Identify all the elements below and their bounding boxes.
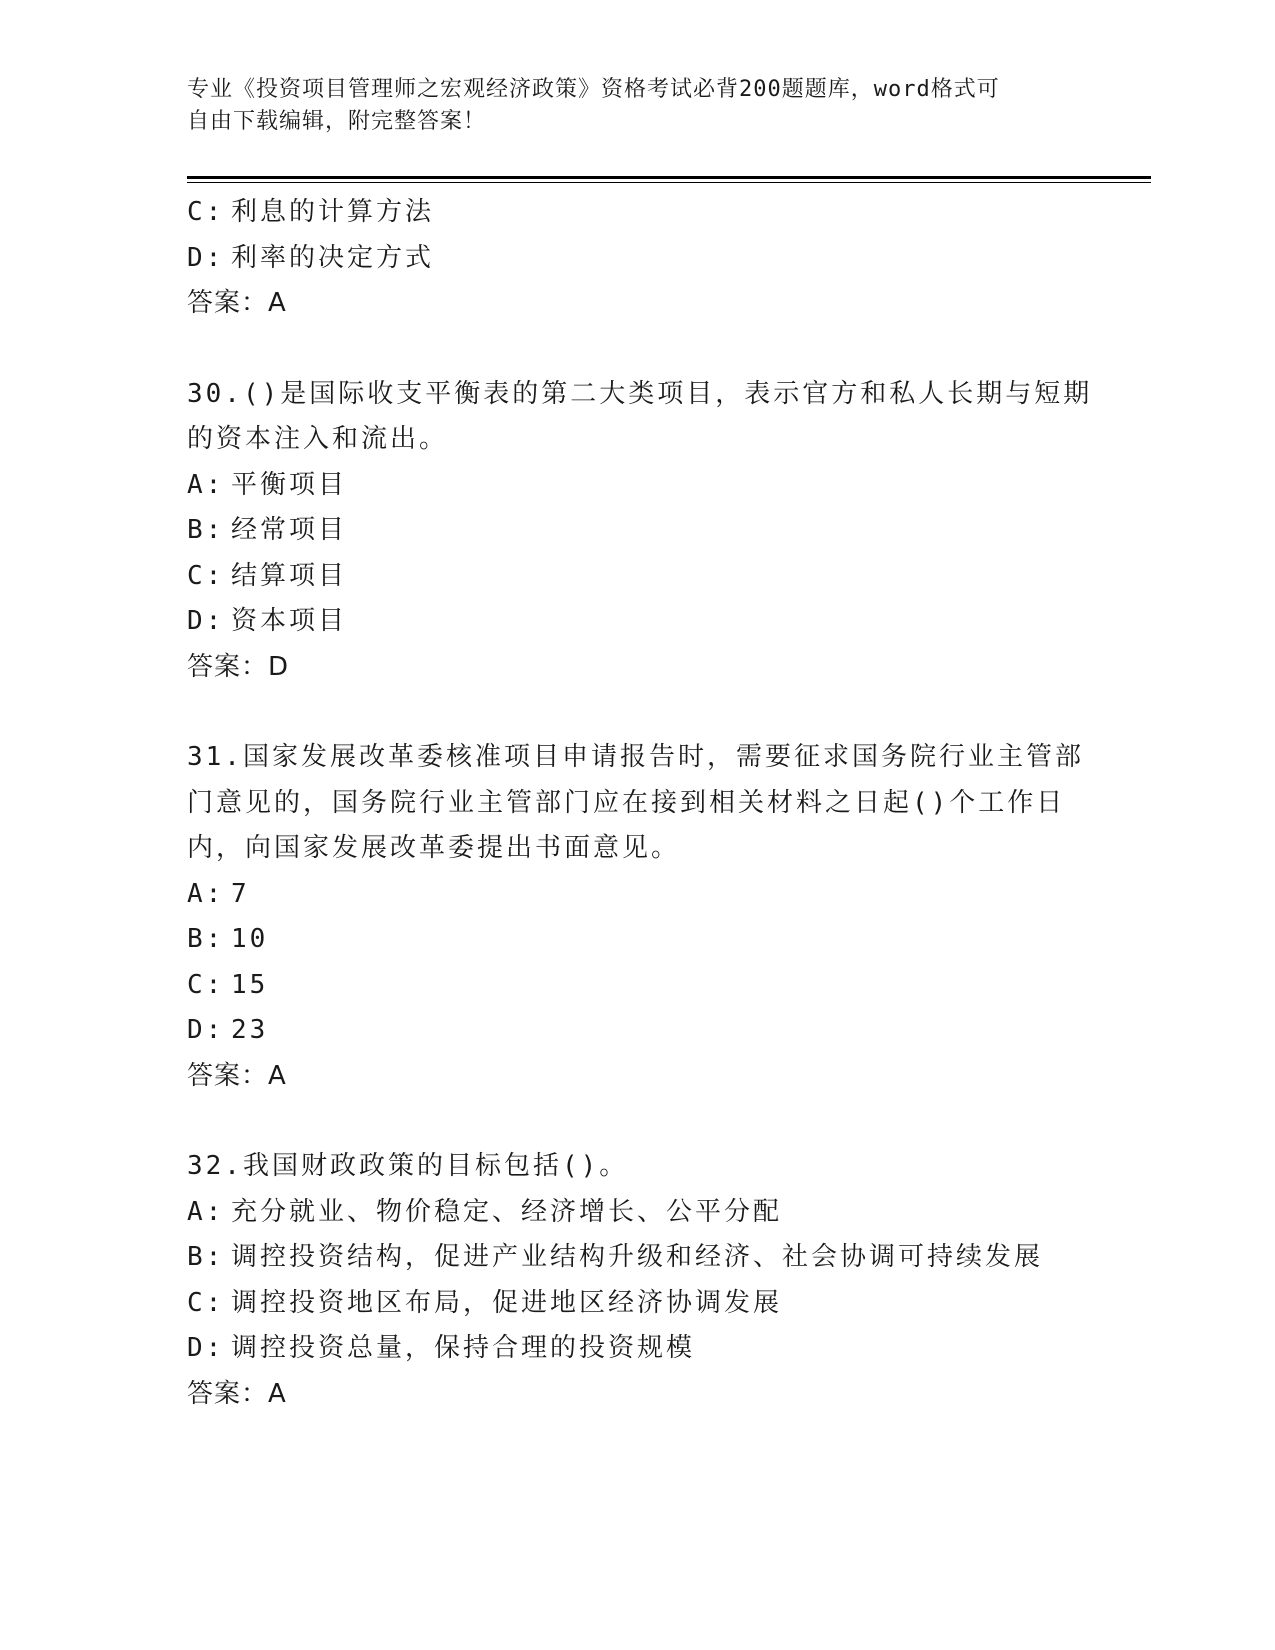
question-stem-line: 门意见的，国务院行业主管部门应在接到相关材料之日起()个工作日 <box>187 787 1066 818</box>
option-letter: C: <box>187 560 225 591</box>
option-text: 15 <box>231 969 269 1000</box>
partial-question <box>187 190 1087 327</box>
option-text: 充分就业、物价稳定、经济增长、公平分配 <box>231 1196 783 1227</box>
option-letter: A: <box>187 878 225 909</box>
document-header <box>187 74 1067 138</box>
option-text: 资本项目 <box>231 606 348 636</box>
question-stem-line: 31.国家发展改革委核准项目申请报告时，需要征求国务院行业主管部 <box>187 742 1084 772</box>
option-letter: C: <box>187 197 225 227</box>
spacer <box>187 690 1087 735</box>
option-line <box>187 1326 1087 1372</box>
option-letter: D: <box>187 242 225 273</box>
option-text: 平衡项目 <box>231 469 348 500</box>
option-letter: B: <box>187 1242 225 1272</box>
option-line <box>187 554 1087 600</box>
header-line-2: 自由下载编辑，附完整答案！ <box>187 109 487 134</box>
option-letter: D: <box>187 1333 225 1363</box>
option-line <box>187 872 1087 918</box>
spacer <box>187 1099 1087 1144</box>
option-line <box>187 190 1087 236</box>
option-text: 7 <box>231 878 250 909</box>
option-text: 调控投资总量，保持合理的投资规模 <box>231 1333 696 1363</box>
option-line <box>187 599 1087 645</box>
option-line <box>187 463 1087 509</box>
option-text: 调控投资结构，促进产业结构升级和经济、社会协调可持续发展 <box>231 1242 1044 1272</box>
option-text: 10 <box>231 924 269 954</box>
question-32 <box>187 1144 1087 1417</box>
question-list <box>187 190 1093 1417</box>
option-text: 调控投资地区布局，促进地区经济协调发展 <box>231 1287 783 1318</box>
option-letter: D: <box>187 1015 225 1045</box>
option-text: 结算项目 <box>231 560 348 591</box>
question-stem-line: 32.我国财政政策的目标包括()。 <box>187 1151 629 1181</box>
option-line <box>187 508 1087 554</box>
question-30 <box>187 372 1093 691</box>
option-line <box>187 1008 1087 1054</box>
header-rule-thick <box>187 176 1151 179</box>
answer-line: 答案：A <box>187 288 287 318</box>
option-text: 利息的计算方法 <box>231 197 435 227</box>
option-text: 利率的决定方式 <box>231 242 435 273</box>
question-stem-line: 30.()是国际收支平衡表的第二大类项目，表示官方和私人长期与短期 <box>187 378 1093 409</box>
header-rule-thin <box>187 182 1151 183</box>
option-line <box>187 1235 1087 1281</box>
spacer <box>187 327 1087 372</box>
header-line-1: 专业《投资项目管理师之宏观经济政策》资格考试必背200题题库，word格式可 <box>187 77 1000 102</box>
option-letter: C: <box>187 969 225 1000</box>
option-line <box>187 1190 1087 1236</box>
option-letter: C: <box>187 1287 225 1318</box>
option-letter: D: <box>187 606 225 636</box>
option-line <box>187 963 1087 1009</box>
question-stem-line: 的资本注入和流出。 <box>187 424 449 454</box>
question-stem-line: 内，向国家发展改革委提出书面意见。 <box>187 833 681 863</box>
option-line <box>187 917 1087 963</box>
option-letter: A: <box>187 1196 225 1227</box>
option-letter: B: <box>187 924 225 954</box>
option-line <box>187 1281 1087 1327</box>
option-letter: B: <box>187 515 225 545</box>
option-letter: A: <box>187 469 225 500</box>
option-text: 经常项目 <box>231 515 348 545</box>
question-31 <box>187 735 1087 1099</box>
option-line <box>187 236 1087 282</box>
answer-line: 答案：D <box>187 651 290 682</box>
answer-line: 答案：A <box>187 1378 287 1409</box>
answer-line: 答案：A <box>187 1060 287 1091</box>
option-text: 23 <box>231 1015 269 1045</box>
